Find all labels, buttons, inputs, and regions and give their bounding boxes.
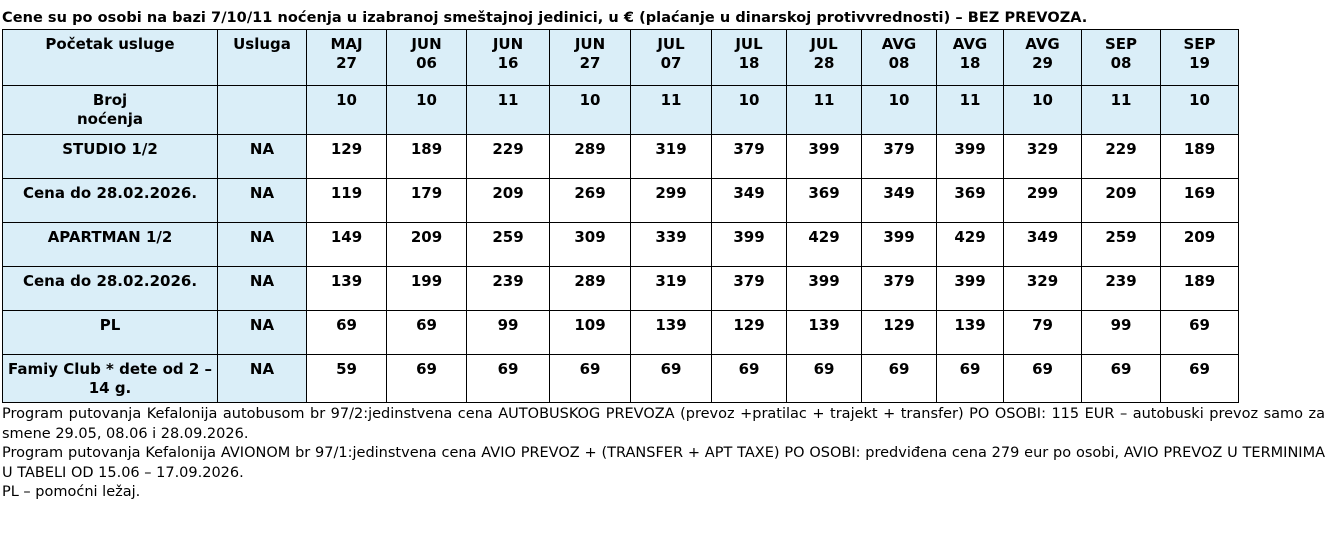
- table-row: [3, 355, 1239, 403]
- date-header: [937, 30, 1004, 86]
- price-cell: 209: [387, 223, 467, 267]
- price-cell: 399: [862, 223, 937, 267]
- date-header: [467, 30, 550, 86]
- price-cell: 59: [307, 355, 387, 403]
- price-cell: 169: [1161, 179, 1239, 223]
- row-service: NA: [218, 223, 307, 267]
- price-cell: 199: [387, 267, 467, 311]
- price-cell: 289: [550, 135, 631, 179]
- date-header: [1082, 30, 1161, 86]
- price-cell: 239: [1082, 267, 1161, 311]
- price-cell: 209: [1082, 179, 1161, 223]
- table-row: [3, 179, 1239, 223]
- price-cell: 299: [631, 179, 712, 223]
- date-day: 06: [416, 54, 437, 72]
- date-month: JUN: [574, 35, 606, 53]
- date-header: [631, 30, 712, 86]
- nights-cell: 11: [787, 86, 862, 135]
- notes: [2, 405, 1325, 503]
- date-day: 07: [660, 54, 682, 72]
- date-month: SEP: [1104, 35, 1138, 53]
- date-header: [307, 30, 387, 86]
- row-label: Cena do 28.02.2026.: [3, 179, 218, 223]
- nights-cell: 11: [937, 86, 1004, 135]
- price-table-title: Cene su po osobi na bazi 7/10/11 noćenja u izabranoj smeštajnoj jedinici, u € (plaćanje u dinarskoj protivvrednosti) – BEZ PREVOZA.: [2, 10, 1088, 26]
- price-cell: 139: [631, 311, 712, 355]
- price-cell: 189: [1161, 135, 1239, 179]
- row-service: NA: [218, 355, 307, 403]
- nights-cell: 11: [631, 86, 712, 135]
- nights-cell: 10: [862, 86, 937, 135]
- price-cell: 139: [307, 267, 387, 311]
- row-service: NA: [218, 311, 307, 355]
- nights-cell: 10: [307, 86, 387, 135]
- nights-cell: 11: [467, 86, 550, 135]
- table-row: [3, 267, 1239, 311]
- date-header: [1004, 30, 1082, 86]
- date-header: [787, 30, 862, 86]
- date-day: 29: [1032, 54, 1053, 72]
- nights-cell: 10: [1004, 86, 1082, 135]
- price-cell: 289: [550, 267, 631, 311]
- price-cell: 189: [387, 135, 467, 179]
- price-cell: 399: [937, 267, 1004, 311]
- row-service: NA: [218, 267, 307, 311]
- date-day: 27: [336, 54, 357, 72]
- price-cell: 299: [1004, 179, 1082, 223]
- row-label: STUDIO 1/2: [3, 135, 218, 179]
- nights-label-line1: Broj: [92, 91, 128, 109]
- price-cell: 69: [631, 355, 712, 403]
- price-cell: 99: [467, 311, 550, 355]
- price-cell: 349: [712, 179, 787, 223]
- row-service: NA: [218, 135, 307, 179]
- price-cell: 139: [937, 311, 1004, 355]
- nights-cell: 10: [387, 86, 467, 135]
- price-cell: 119: [307, 179, 387, 223]
- row-label: Famiy Club * dete od 2 – 14 g.: [3, 355, 218, 403]
- date-month: JUL: [810, 35, 838, 53]
- date-header: [862, 30, 937, 86]
- nights-cell: 10: [1161, 86, 1239, 135]
- price-cell: 79: [1004, 311, 1082, 355]
- date-month: JUL: [735, 35, 763, 53]
- price-cell: 209: [1161, 223, 1239, 267]
- nights-cell: 11: [1082, 86, 1161, 135]
- date-header: [1161, 30, 1239, 86]
- row-label: Cena do 28.02.2026.: [3, 267, 218, 311]
- price-cell: 329: [1004, 135, 1082, 179]
- price-cell: 69: [862, 355, 937, 403]
- price-cell: 109: [550, 311, 631, 355]
- date-month: AVG: [952, 35, 988, 53]
- date-month: MAJ: [330, 35, 363, 53]
- price-cell: 369: [787, 179, 862, 223]
- date-day: 08: [888, 54, 910, 72]
- price-cell: 69: [1004, 355, 1082, 403]
- price-cell: 379: [712, 267, 787, 311]
- price-cell: 229: [467, 135, 550, 179]
- date-month: AVG: [881, 35, 917, 53]
- date-day: 16: [497, 54, 519, 72]
- date-day: 18: [959, 54, 981, 72]
- price-cell: 379: [862, 135, 937, 179]
- price-cell: 329: [1004, 267, 1082, 311]
- price-cell: 399: [787, 135, 862, 179]
- date-day: 19: [1189, 54, 1210, 72]
- nights-row: [3, 86, 1239, 135]
- price-cell: 69: [467, 355, 550, 403]
- price-cell: 99: [1082, 311, 1161, 355]
- price-cell: 149: [307, 223, 387, 267]
- table-row: [3, 311, 1239, 355]
- price-cell: 379: [862, 267, 937, 311]
- date-month: JUN: [492, 35, 524, 53]
- price-cell: 399: [712, 223, 787, 267]
- row-service: NA: [218, 179, 307, 223]
- price-cell: 69: [387, 311, 467, 355]
- price-cell: 379: [712, 135, 787, 179]
- date-month: JUL: [657, 35, 685, 53]
- date-month: SEP: [1183, 35, 1216, 53]
- price-cell: 69: [550, 355, 631, 403]
- row-label: PL: [3, 311, 218, 355]
- price-cell: 399: [787, 267, 862, 311]
- price-cell: 339: [631, 223, 712, 267]
- price-cell: 139: [787, 311, 862, 355]
- date-day: 18: [738, 54, 760, 72]
- header-service: Usluga: [218, 30, 307, 86]
- header-start: Početak usluge: [3, 30, 218, 86]
- date-day: 08: [1110, 54, 1132, 72]
- nights-label-line2: noćenja: [77, 110, 143, 128]
- date-day: 27: [579, 54, 601, 72]
- date-header: [550, 30, 631, 86]
- price-cell: 69: [387, 355, 467, 403]
- price-cell: 229: [1082, 135, 1161, 179]
- price-cell: 399: [937, 135, 1004, 179]
- price-cell: 69: [1161, 311, 1239, 355]
- price-cell: 239: [467, 267, 550, 311]
- note-bus: Program putovanja Kefalonija autobusom br 97/2:jedinstvena cena AUTOBUSKOG PREVOZA (prevoz +pratilac + trajekt + transfer) PO OSOBI: 115 EUR – autobuski prevoz samo za smene 29.05, 08.06 i 28.09.2026.: [2, 406, 1325, 442]
- price-table: [2, 29, 1239, 403]
- price-cell: 69: [937, 355, 1004, 403]
- price-cell: 369: [937, 179, 1004, 223]
- date-day: 28: [813, 54, 835, 72]
- price-cell: 69: [787, 355, 862, 403]
- price-cell: 129: [712, 311, 787, 355]
- price-cell: 349: [862, 179, 937, 223]
- price-cell: 269: [550, 179, 631, 223]
- note-pl: PL – pomoćni ležaj.: [2, 484, 141, 500]
- table-row: [3, 223, 1239, 267]
- price-cell: 349: [1004, 223, 1082, 267]
- price-cell: 309: [550, 223, 631, 267]
- row-label: APARTMAN 1/2: [3, 223, 218, 267]
- price-cell: 129: [862, 311, 937, 355]
- price-cell: 259: [467, 223, 550, 267]
- date-header: [387, 30, 467, 86]
- price-cell: 179: [387, 179, 467, 223]
- date-header: [712, 30, 787, 86]
- price-cell: 429: [787, 223, 862, 267]
- price-cell: 129: [307, 135, 387, 179]
- price-cell: 189: [1161, 267, 1239, 311]
- price-cell: 69: [1082, 355, 1161, 403]
- date-month: JUN: [411, 35, 442, 53]
- price-cell: 429: [937, 223, 1004, 267]
- nights-cell: 10: [712, 86, 787, 135]
- price-cell: 319: [631, 267, 712, 311]
- price-cell: 319: [631, 135, 712, 179]
- price-cell: 259: [1082, 223, 1161, 267]
- nights-label: [3, 86, 218, 135]
- price-cell: 69: [712, 355, 787, 403]
- table-row: [3, 135, 1239, 179]
- note-plane: Program putovanja Kefalonija AVIONOM br 97/1:jedinstvena cena AVIO PREVOZ + (TRANSFER + APT TAXE) PO OSOBI: predviđena cena 279 eur po osobi, AVIO PREVOZ U TERMINIMA U TABELI OD 15.06 – 17.09.2026.: [2, 445, 1325, 481]
- price-cell: 69: [1161, 355, 1239, 403]
- header-row: [3, 30, 1239, 86]
- date-month: AVG: [1025, 35, 1060, 53]
- price-cell: 69: [307, 311, 387, 355]
- price-cell: 209: [467, 179, 550, 223]
- nights-service-empty: [218, 86, 307, 135]
- nights-cell: 10: [550, 86, 631, 135]
